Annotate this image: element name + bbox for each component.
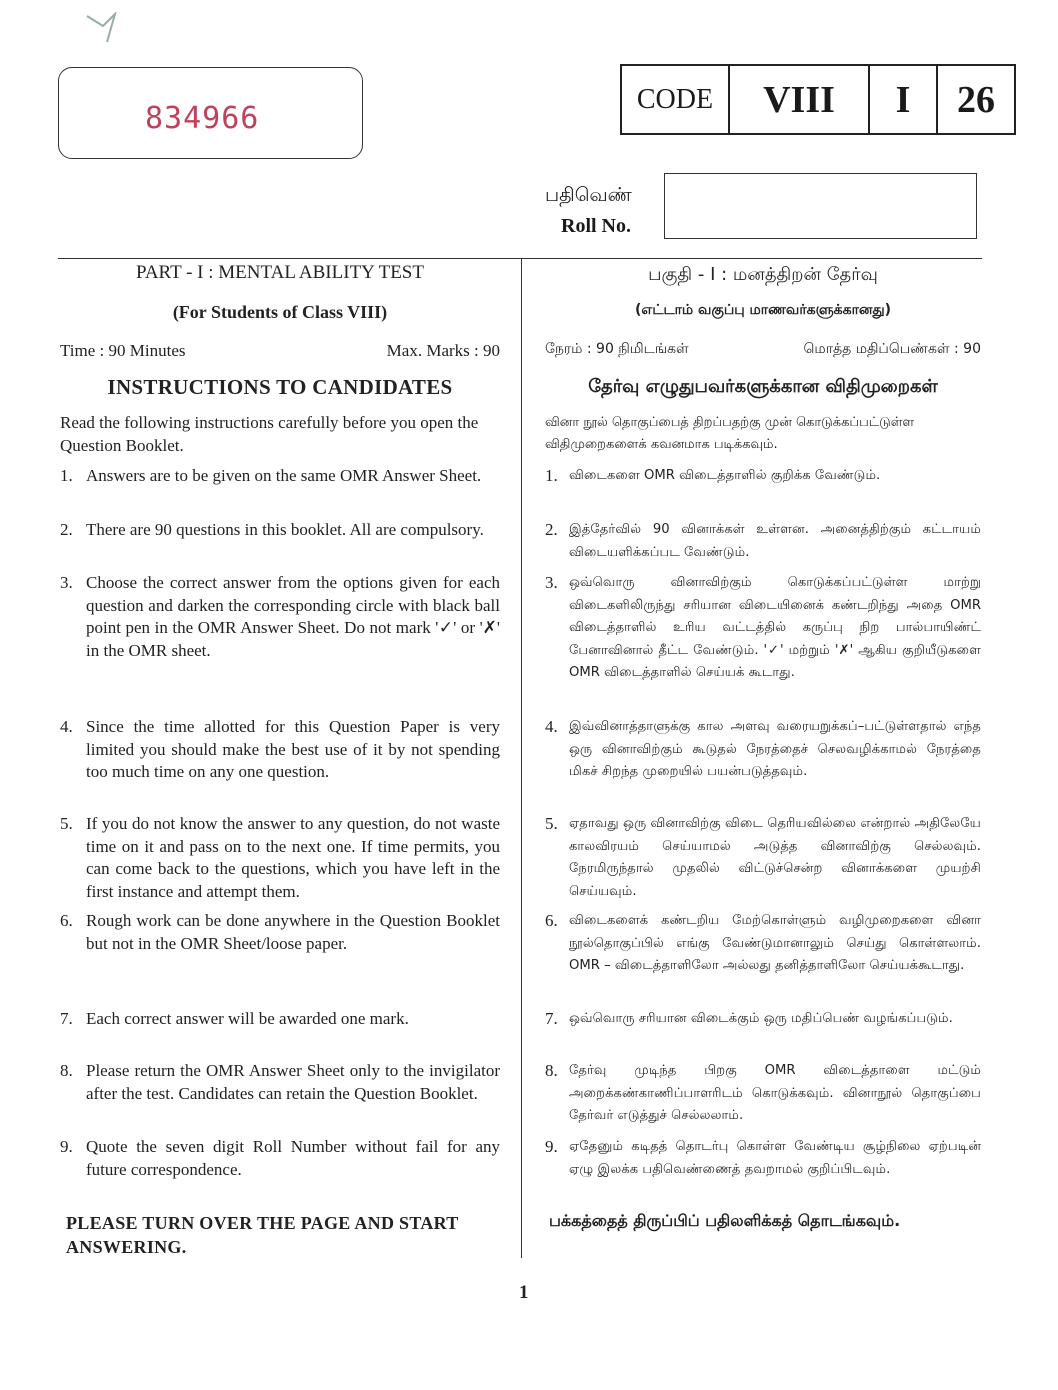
column-divider: [521, 258, 522, 1258]
scan-mark-icon: [85, 12, 125, 48]
tamil-part-title: பகுதி - I : மனத்திறன் தேர்வு: [648, 264, 878, 285]
header-divider: [58, 258, 982, 259]
item-number: 7.: [545, 1009, 558, 1028]
item-text: Answers are to be given on the same OMR Answer Sheet.: [86, 466, 482, 485]
item-text: Rough work can be done anywhere in the Question Booklet but not in the OMR Sheet/loose paper.: [86, 911, 500, 953]
english-instruction-2: [60, 519, 500, 542]
english-instruction-7: [60, 1008, 500, 1031]
item-number: 7.: [60, 1009, 73, 1028]
item-text: இத்தேர்வில் 90 வினாக்கள் உள்ளன. அனைத்திற்கும் கட்டாயம் விடையளிக்கப்பட வேண்டும்.: [569, 522, 981, 560]
item-number: 1.: [60, 466, 73, 485]
item-text: தேர்வு முடிந்த பிறகு OMR விடைத்தாளை மட்டும் அறைக்கண்காணிப்பாளரிடம் கொடுக்கவும். வினாநூல் தொகுப்பை தேர்வர் எடுத்துச் செல்லலாம்.: [569, 1063, 981, 1123]
item-number: 9.: [60, 1137, 73, 1156]
item-number: 1.: [545, 466, 558, 485]
tamil-time: நேரம் : 90 நிமிடங்கள்: [545, 341, 689, 357]
item-number: 5.: [545, 814, 558, 833]
tamil-instruction-8: [545, 1060, 981, 1128]
tamil-meta: [545, 341, 981, 359]
item-text: ஒவ்வொரு சரியான விடைக்கும் ஒரு மதிப்பெண் வழங்கப்படும்.: [569, 1011, 953, 1026]
english-instruction-3: [60, 572, 500, 662]
item-text: விடைகளைக் கண்டறிய மேற்கொள்ளும் வழிமுறைகளை வினா நூல்தொகுப்பில் எங்கு வேண்டுமானாலும் செய்து கொள்ளலாம். OMR – விடைத்தாளிலோ அல்லது தனித்தாளிலோ செய்யக்கூடாது.: [569, 913, 981, 973]
item-number: 4.: [60, 717, 73, 736]
item-text: இவ்வினாத்தாளுக்கு கால அளவு வரையறுக்கப்–பட்டுள்ளதால் எந்த ஒரு வினாவிற்கும் கூடுதல் நேரத்தைச் செலவழிக்காமல் நேரத்தை மிகச் சிறந்த முறையில் பயன்படுத்தவும்.: [569, 719, 981, 779]
english-instruction-9: [60, 1136, 500, 1181]
code-label: CODE: [622, 66, 730, 133]
tamil-instructions-heading: தேர்வு எழுதுபவர்களுக்கான விதிமுறைகள்: [588, 376, 938, 397]
item-text: Please return the OMR Answer Sheet only to the invigilator after the test. Candidates can retain the Question Booklet.: [86, 1061, 500, 1103]
tamil-max-marks: மொத்த மதிப்பெண்கள் : 90: [803, 341, 981, 357]
item-number: 2.: [60, 520, 73, 539]
item-number: 5.: [60, 814, 73, 833]
english-instruction-5: [60, 813, 500, 903]
english-instruction-4: [60, 716, 500, 784]
tamil-instruction-5: [545, 813, 981, 903]
english-part-title: PART - I : MENTAL ABILITY TEST: [136, 262, 424, 283]
tamil-footer: பக்கத்தைத் திருப்பிப் பதிலளிக்கத் தொடங்கவும்.: [549, 1211, 901, 1230]
item-number: 6.: [545, 911, 558, 930]
item-text: விடைகளை OMR விடைத்தாளில் குறிக்க வேண்டும்.: [569, 468, 881, 483]
item-number: 3.: [545, 573, 558, 592]
roll-number-field[interactable]: [664, 173, 977, 239]
english-intro: Read the following instructions carefully before you open the Question Booklet.: [60, 413, 479, 455]
code-number: 26: [957, 78, 995, 121]
item-text: ஏதேனும் கடிதத் தொடர்பு கொள்ள வேண்டிய சூழ்நிலை ஏற்படின் ஏழு இலக்க பதிவெண்ணைத் தவறாமல் குறிப்பிடவும்.: [569, 1139, 981, 1177]
item-text: Choose the correct answer from the options given for each question and darken the corresponding circle with black ball point pen in the OMR Answer Sheet. Do not mark '✓' or '✗' in the OMR sheet.: [86, 573, 500, 660]
english-instruction-8: [60, 1060, 500, 1105]
tamil-instruction-1: [545, 465, 981, 488]
item-number: 9.: [545, 1137, 558, 1156]
item-number: 8.: [545, 1061, 558, 1080]
tamil-instruction-6: [545, 910, 981, 978]
english-meta: [60, 341, 500, 361]
code-part: I: [870, 66, 938, 133]
english-time: Time : 90 Minutes: [60, 341, 186, 360]
english-instruction-1: [60, 465, 500, 488]
item-number: 6.: [60, 911, 73, 930]
item-text: There are 90 questions in this booklet. All are compulsory.: [86, 520, 484, 539]
item-text: Since the time allotted for this Question Paper is very limited you should make the best use of it by not spending too much time on any one question.: [86, 717, 500, 781]
code-class: VIII: [730, 66, 870, 133]
page-number: 1: [519, 1282, 529, 1303]
tamil-subtitle: (எட்டாம் வகுப்பு மாணவர்களுக்கானது): [635, 302, 891, 318]
item-text: Each correct answer will be awarded one mark.: [86, 1009, 409, 1028]
tamil-intro: வினா நூல் தொகுப்பைத் திறப்பதற்கு முன் கொடுக்கப்பட்டுள்ள விதிமுறைகளைக் கவனமாக படிக்கவும்.: [545, 415, 915, 452]
item-text: If you do not know the answer to any question, do not waste time on it and pass on to the next one. If time permits, you can come back to the questions, which you have left in the first instance and attempt them.: [86, 814, 500, 901]
item-number: 2.: [545, 520, 558, 539]
code-table: [620, 64, 1016, 135]
english-instructions-heading: INSTRUCTIONS TO CANDIDATES: [107, 375, 453, 399]
item-number: 3.: [60, 573, 73, 592]
tamil-instruction-3: [545, 572, 981, 685]
item-text: ஒவ்வொரு வினாவிற்கும் கொடுக்கப்பட்டுள்ள மாற்று விடைகளிலிருந்து சரியான விடையினைக் கண்டறிந்து அதை OMR விடைத்தாளில் உரிய வட்டத்தில் கருப்பு நிற பால்பாயிண்ட் பேனாவினால் தீட்ட வேண்டும். '✓' மற்றும் '✗' ஆகிய குறியீடுகளை OMR விடைத்தாளில் செய்யக் கூடாது.: [569, 575, 981, 680]
item-number: 4.: [545, 717, 558, 736]
english-instruction-6: [60, 910, 500, 955]
roll-label-tamil: பதிவெண்: [545, 184, 632, 206]
english-subtitle: (For Students of Class VIII): [172, 302, 388, 322]
item-text: ஏதாவது ஒரு வினாவிற்கு விடை தெரியவில்லை என்றால் அதிலேயே காலவிரயம் செய்யாமல் அடுத்த வினாவிற்கு செல்லவும். நேரமிருந்தால் முதலில் விட்டுச்சென்ற வினாக்களை முயற்சி செய்யவும்.: [569, 816, 981, 899]
tamil-instruction-7: [545, 1008, 981, 1031]
english-max-marks: Max. Marks : 90: [386, 341, 500, 360]
tamil-instruction-2: [545, 519, 981, 564]
item-number: 8.: [60, 1061, 73, 1080]
tamil-instruction-9: [545, 1136, 981, 1181]
booklet-number: 834966: [145, 101, 260, 136]
english-footer: PLEASE TURN OVER THE PAGE AND START ANSWERING.: [66, 1213, 459, 1257]
roll-label-english: Roll No.: [561, 215, 631, 237]
item-text: Quote the seven digit Roll Number without fail for any future correspondence.: [86, 1137, 500, 1179]
tamil-instruction-4: [545, 716, 981, 784]
